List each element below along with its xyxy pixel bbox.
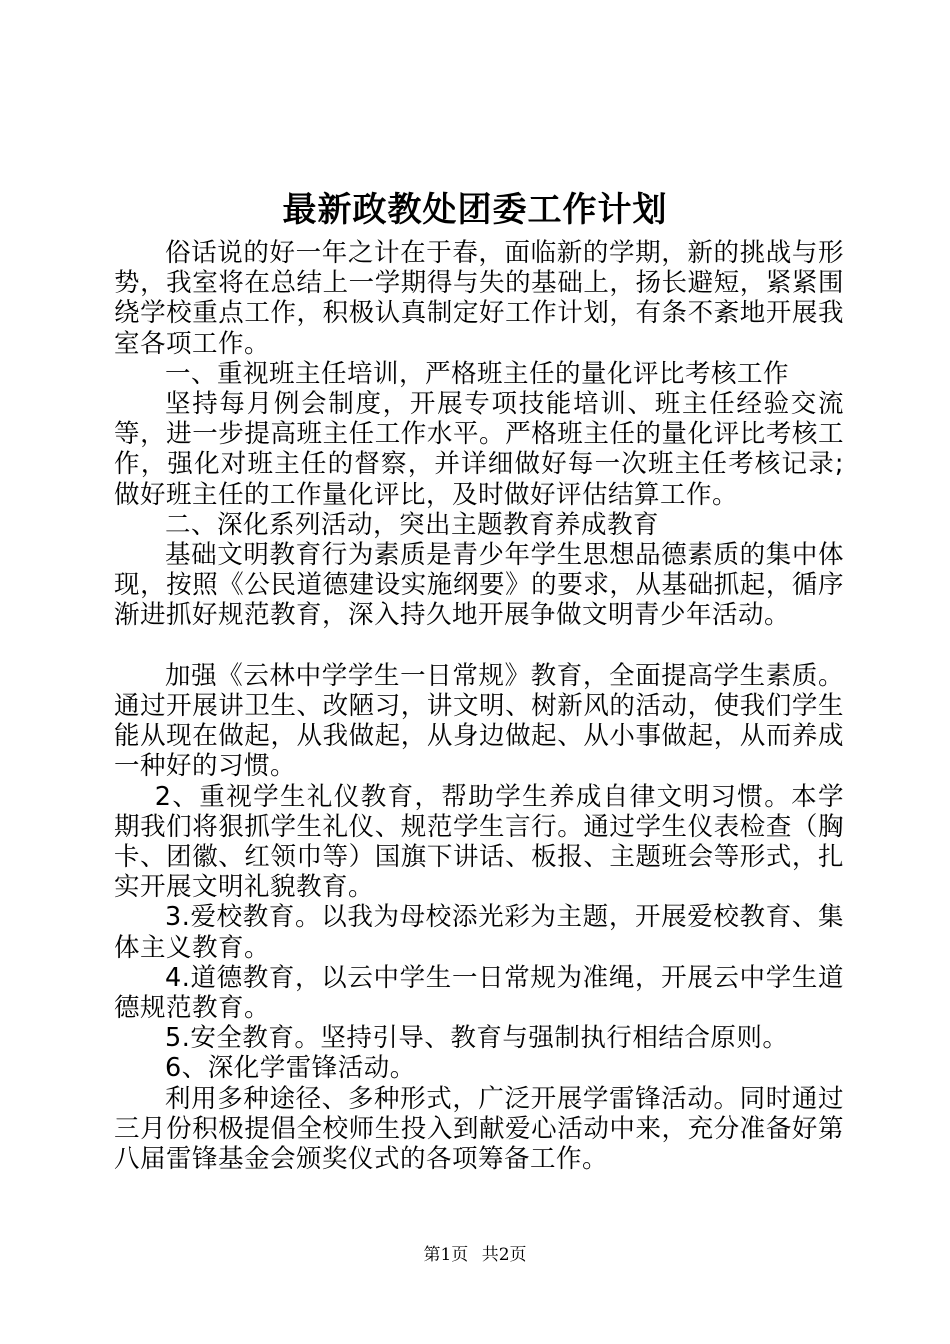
paragraph-etiquette: 2、重视学生礼仪教育，帮助学生养成自律文明习惯。本学期我们将狠抓学生礼仪、规范学生言行。通过学生仪表检查（胸卡、团徽、红领巾等）国旗下讲话、板报、主题班会等形式，扎实开展文明礼貌教育。 (114, 781, 844, 903)
document-body (114, 238, 844, 1174)
paragraph-love-school: 3.爱校教育。以我为母校添光彩为主题，开展爱校教育、集体主义教育。 (114, 902, 844, 963)
paragraph-safety: 5.安全教育。坚持引导、教育与强制执行相结合原则。 (165, 1023, 789, 1054)
heading-section-2: 二、深化系列活动，突出主题教育养成教育 (165, 509, 660, 540)
document-title: 最新政教处团委工作计划 (282, 190, 668, 230)
paragraph-gap (114, 631, 844, 661)
paragraph-lei-feng: 利用多种途径、多种形式，广泛开展学雷锋活动。同时通过三月份积极提倡全校师生投入到献爱心活动中来，充分准备好第八届雷锋基金会颁奖仪式的各项筹备工作。 (114, 1083, 844, 1175)
paragraph-section-1: 坚持每月例会制度，开展专项技能培训、班主任经验交流等，进一步提高班主任工作水平。严格班主任的量化评比考核工作，强化对班主任的督察，并详细做好每一次班主任考核记录;做好班主任的工作量化评比，及时做好评估结算工作。 (114, 389, 844, 510)
paragraph-daily-rules: 加强《云林中学学生一日常规》教育，全面提高学生素质。通过开展讲卫生、改陋习，讲文明、树新风的活动，使我们学生能从现在做起，从我做起，从身边做起、从小事做起，从而养成一种好的习惯。 (114, 660, 844, 782)
paragraph-intro: 俗话说的好一年之计在于春，面临新的学期，新的挑战与形势，我室将在总结上一学期得与失的基础上，扬长避短，紧紧围绕学校重点工作，积极认真制定好工作计划，有条不紊地开展我室各项工作。 (114, 238, 844, 359)
paragraph-moral-education: 4.道德教育，以云中学生一日常规为准绳，开展云中学生道德规范教育。 (114, 962, 844, 1024)
page-total: 共2页 (481, 1245, 527, 1265)
page-footer (0, 1243, 950, 1267)
paragraph-basic-civility: 基础文明教育行为素质是青少年学生思想品德素质的集中体现，按照《公民道德建设实施纲要》的要求，从基础抓起，循序渐进抓好规范教育，深入持久地开展争做文明青少年活动。 (114, 540, 844, 631)
heading-section-1: 一、重视班主任培训，严格班主任的量化评比考核工作 (165, 358, 790, 389)
page-number: 第1页 (423, 1245, 469, 1265)
heading-lei-feng: 6、深化学雷锋活动。 (165, 1053, 416, 1084)
